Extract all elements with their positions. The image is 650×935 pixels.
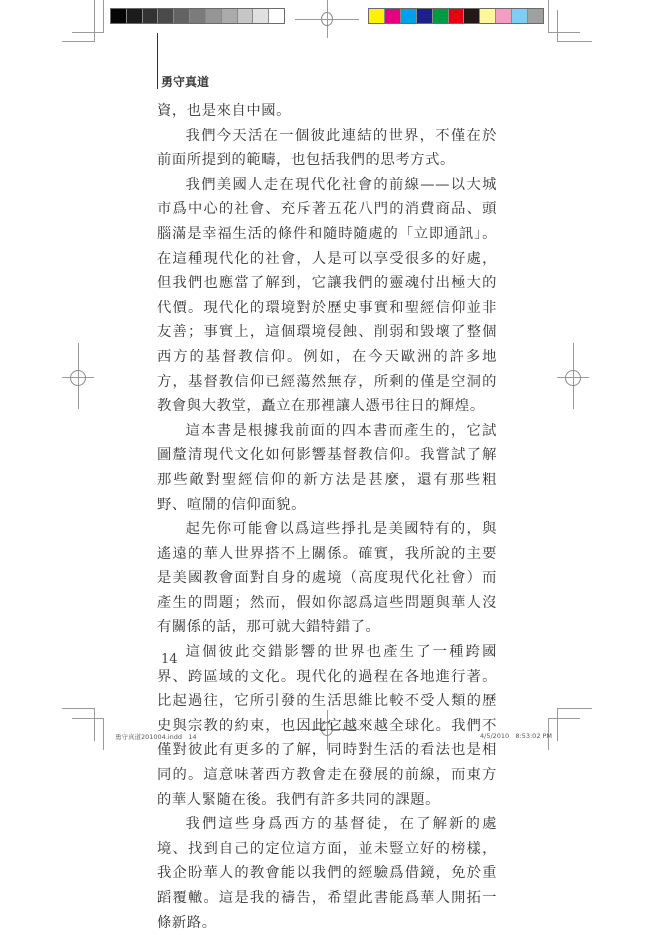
- paragraph: 我們美國人走在現代化社會的前線——以大城市爲中心的社會、充斥著五花八門的消費商品、頭腦滿是幸福生活的條件和隨時隨處的「立即通訊」。在這種現代化的社會，人是可以享受很多的好處，但我們也應當了解到，它讓我們的靈魂付出極大的代價。現代化的環境對於歷史事實和聖經信仰並非友善；事實上，這個環境侵蝕、削弱和毀壞了整個西方的基督教信仰。例如，在今天歐洲的許多地方，基督教信仰已經蕩然無存，所剩的僅是空洞的教會與大教堂，矗立在那裡讓人憑弔往日的輝煌。: [157, 176, 497, 415]
- color-swatch: [401, 9, 417, 23]
- crop-mark-top-left-h1: [72, 32, 104, 33]
- paragraph: 我們這些身爲西方的基督徒，在了解新的處境、找到自己的定位這方面，並未豎立好的榜樣，我企盼華人的教會能以我們的經驗爲借鏡，免於重蹈覆轍。這是我的禱告，希望此書能爲華人開拓一條新路。: [157, 816, 497, 931]
- slug-timestamp: 4/5/2010 8:53:02 PM: [480, 732, 553, 740]
- paragraph: 我們今天活在一個彼此連結的世界，不僅在於前面所提到的範疇，也包括我們的思考方式。: [157, 127, 497, 169]
- color-swatch: [528, 9, 543, 23]
- registration-mark-top: [295, 0, 359, 40]
- color-swatch: [433, 9, 449, 23]
- registration-mark-right: [557, 343, 589, 409]
- color-swatch: [512, 9, 528, 23]
- crop-mark-top-left-h2: [62, 41, 95, 42]
- running-header-title: 勇守真道: [161, 75, 210, 89]
- grayscale-swatch: [269, 9, 284, 23]
- registration-mark-left: [62, 343, 94, 409]
- paragraph: 這個彼此交錯影響的世界也產生了一種跨國界、跨區域的文化。現代化的過程在各地進行著。比起過往，它所引發的生活思維比較不受人類的歷史與宗教的約束，也因此它越來越全球化。我們不僅對彼此有更多的了解，同時對生活的看法也是相同的。這意味著西方教會走在發展的前線，而東方的華人緊隨在後。我們有許多共同的課題。: [157, 644, 497, 808]
- color-swatch: [496, 9, 512, 23]
- crop-mark-bottom-left-v2: [103, 718, 104, 750]
- crop-mark-top-right-v1: [548, 0, 549, 33]
- color-swatch: [417, 9, 433, 23]
- paragraph: 起先你可能會以爲這些掙扎是美國特有的，與遙遠的華人世界搭不上關係。確實，我所說的主要是美國教會面對自身的處境（高度現代化社會）而產生的問題；然而，假如你認爲這些問題與華人沒有關係的話，那可就大錯特錯了。: [157, 521, 497, 636]
- crop-mark-bottom-left-v1: [94, 708, 95, 741]
- grayscale-swatch: [222, 9, 238, 23]
- page-number: 14: [161, 652, 178, 667]
- crop-mark-top-left-v2: [103, 0, 104, 32]
- grayscale-swatch: [206, 9, 222, 23]
- grayscale-swatch: [158, 9, 174, 23]
- grayscale-swatch: [143, 9, 159, 23]
- color-swatch: [369, 9, 385, 23]
- grayscale-swatch: [190, 9, 206, 23]
- running-header-rule: [157, 33, 158, 89]
- color-swatch: [385, 9, 401, 23]
- crop-mark-bottom-left-h2: [72, 718, 104, 719]
- paragraph: 資，也是來自中國。: [157, 103, 292, 119]
- color-calibration-bar: [368, 8, 544, 24]
- paragraph: 這本書是根據我前面的四本書而產生的，它試圖釐清現代文化如何影響基督教信仰。我嘗試了解那些敵對聖經信仰的新方法是甚麼，還有那些粗野、喧鬧的信仰面貌。: [157, 422, 497, 513]
- color-swatch: [464, 9, 480, 23]
- crop-mark-bottom-right-h1: [557, 708, 592, 709]
- color-swatch: [480, 9, 496, 23]
- grayscale-swatch: [238, 9, 254, 23]
- crop-mark-bottom-right-h2: [548, 718, 580, 719]
- crop-mark-top-right-h1: [548, 32, 580, 33]
- body-text: [157, 99, 497, 935]
- crop-mark-top-left-v1: [94, 0, 95, 41]
- crop-mark-bottom-left-h1: [62, 708, 95, 709]
- grayscale-swatch: [111, 9, 127, 23]
- crop-mark-bottom-right-v2: [557, 708, 558, 741]
- grayscale-swatch: [127, 9, 143, 23]
- grayscale-calibration-bar: [110, 8, 285, 24]
- crop-mark-top-right-v2: [557, 10, 558, 42]
- slug-file-info: 勇守真道201004.indd 14: [115, 733, 197, 741]
- color-swatch: [449, 9, 465, 23]
- crop-mark-top-right-h2: [557, 41, 592, 42]
- grayscale-swatch: [174, 9, 190, 23]
- grayscale-swatch: [253, 9, 269, 23]
